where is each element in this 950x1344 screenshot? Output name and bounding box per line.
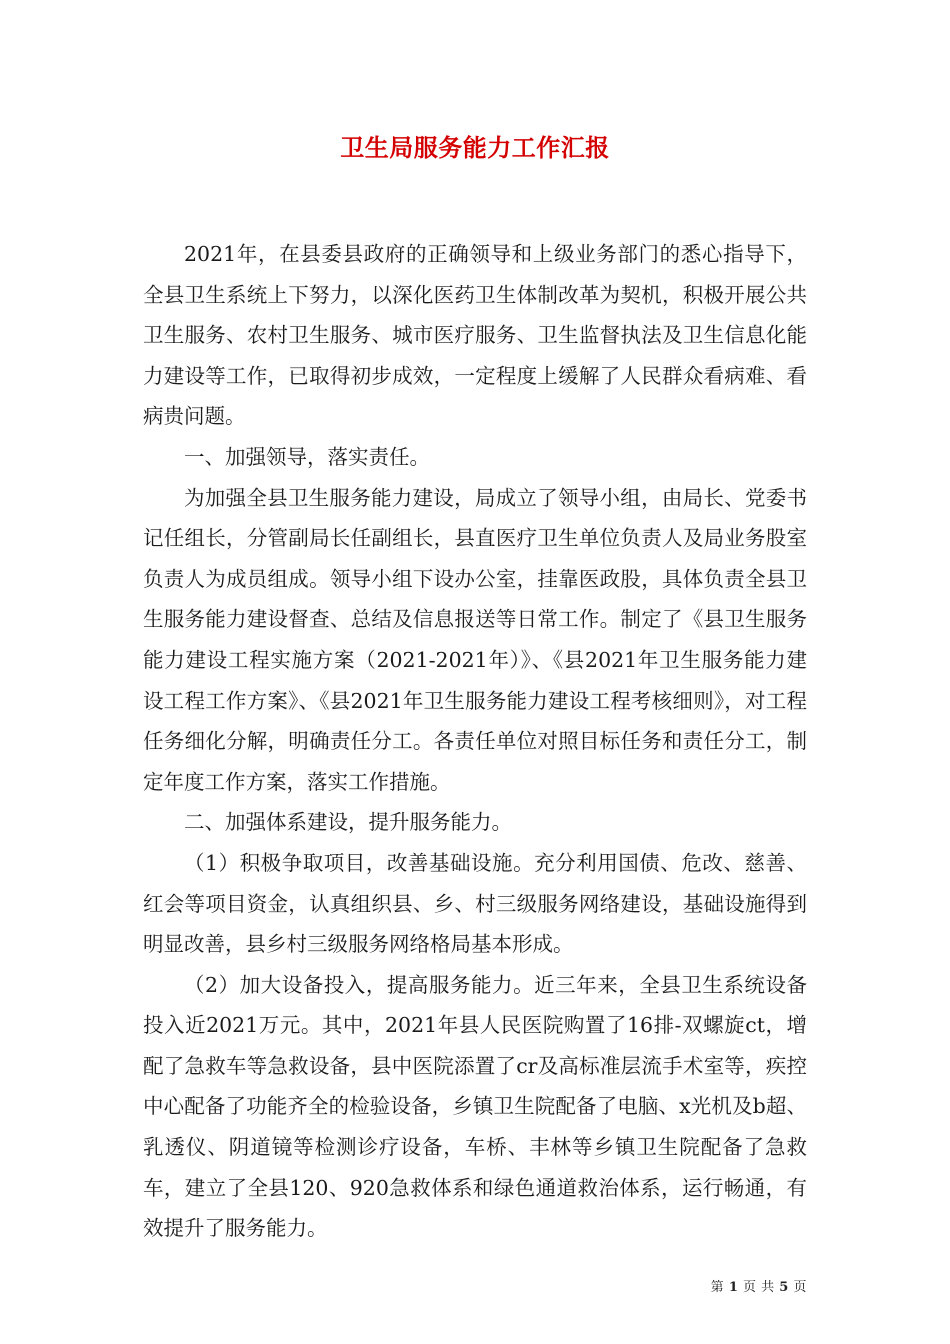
- page-number: [711, 1276, 807, 1295]
- document-title: 卫生局服务能力工作汇报: [340, 133, 610, 162]
- paragraph-equipment: （2）加大设备投入，提高服务能力。近三年来，全县卫生系统设备投入近2021万元。其中，2021年县人民医院购置了16排-双螺旋ct，增配了急救车等急救设备，县中医院添置了cr及高标准层流手术室等，疾控中心配备了功能齐全的检验设备，乡镇卫生院配备了电脑、x光机及b超、乳透仪、阴道镜等检测诊疗设备，车桥、丰林等乡镇卫生院配备了急救车，建立了全县120、920急救体系和绿色通道救治体系，运行畅通，有效提升了服务能力。: [143, 972, 807, 1241]
- page-number-total: 5: [779, 1280, 789, 1295]
- page-number-suffix: 页: [793, 1280, 807, 1295]
- section-heading-1: 一、加强领导，落实责任。: [184, 444, 430, 469]
- document-body: [143, 234, 807, 1249]
- paragraph-leadership: 为加强全县卫生服务能力建设，局成立了领导小组，由局长、党委书记任组长，分管副局长任副组长，县直医疗卫生单位负责人及局业务股室负责人为成员组成。领导小组下设办公室，挂靠医政股，具体负责全县卫生服务能力建设督查、总结及信息报送等日常工作。制定了《县卫生服务能力建设工程实施方案（2021-2021年）》、《县2021年卫生服务能力建设工程工作方案》、《县2021年卫生服务能力建设工程考核细则》，对工程任务细化分解，明确责任分工。各责任单位对照目标任务和责任分工，制定年度工作方案，落实工作措施。: [143, 485, 807, 794]
- paragraph-projects: （1）积极争取项目，改善基础设施。充分利用国债、危改、慈善、红会等项目资金，认真组织县、乡、村三级服务网络建设，基础设施得到明显改善，县乡村三级服务网络格局基本形成。: [143, 850, 807, 957]
- page-number-current: 1: [728, 1280, 739, 1295]
- page-number-prefix: 第: [710, 1280, 725, 1295]
- paragraph-intro: 2021年，在县委县政府的正确领导和上级业务部门的悉心指导下，全县卫生系统上下努力，以深化医药卫生体制改革为契机，积极开展公共卫生服务、农村卫生服务、城市医疗服务、卫生监督执法及卫生信息化能力建设等工作，已取得初步成效，一定程度上缓解了人民群众看病难、看病贵问题。: [143, 242, 807, 429]
- section-heading-2: 二、加强体系建设，提升服务能力。: [184, 810, 512, 835]
- page-number-middle: 页 共: [743, 1280, 775, 1295]
